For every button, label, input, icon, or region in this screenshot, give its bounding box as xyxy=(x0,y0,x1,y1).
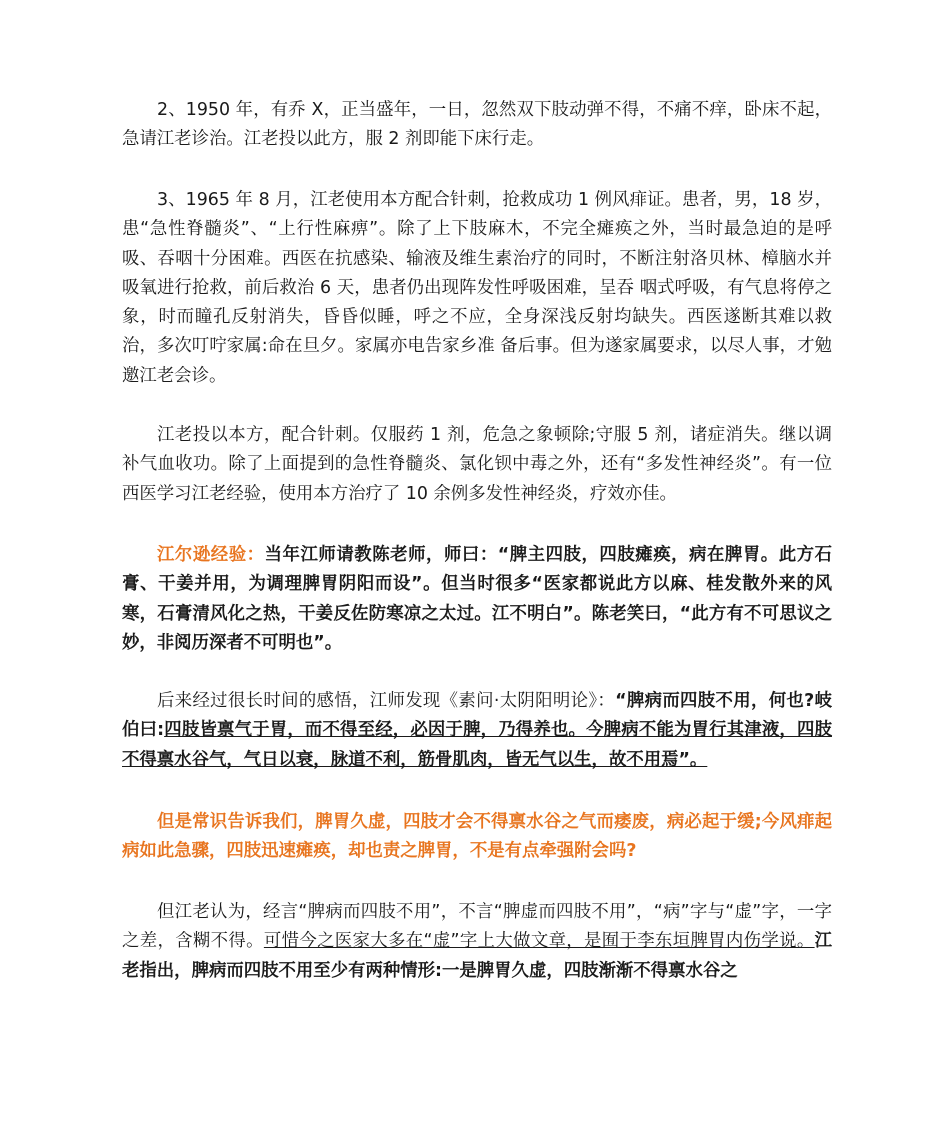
paragraph-text: 2、1950 年，有乔 X，正当盛年，一日，忽然双下肢动弹不得，不痛不痒，卧床不起，急请江老诊治。江老投以此方，服 2 剂即能下床行走。 xyxy=(122,100,832,150)
paragraph-treatment-result xyxy=(122,421,832,509)
paragraph-jiang-view xyxy=(122,898,832,986)
paragraph-case-2 xyxy=(122,96,832,155)
experience-label: 江尔逊经验： xyxy=(157,545,265,565)
quote-bold-underlined: 四肢皆禀气于胃，而不得至经，必因于脾，乃得养也。今脾病不能为胃行其津液，四肢不得禀水谷气，气日以衰，脉道不利，筋骨肌肉，皆无气以生，故不用焉”。 xyxy=(122,720,832,770)
paragraph-text: 当年江师请教陈老师，师曰：“脾主四肢，四肢瘫痪，病在脾胃。此方石膏、干姜并用，为调理脾胃阴阳而设”。但当时很多“医家都说此方以麻、桂发散外来的风寒，石膏清风化之热，干姜反佐防寒凉之太过。江不明白”。陈老笑曰，“此方有不可思议之妙，非阅历深者不可明也”。 xyxy=(122,545,832,653)
bold-text: 江老指出，脾病而四肢不用至少有两种情形:一是脾胃久虚，四肢渐渐不得禀水谷之 xyxy=(122,931,832,981)
paragraph-orange-question xyxy=(122,808,832,867)
paragraph-text: 江老投以本方，配合针刺。仅服药 1 剂，危急之象顿除;守服 5 剂，诸症消失。继以调补气血收功。除了上面提到的急性脊髓炎、氯化钡中毒之外，还有“多发性神经炎”。有一位西医学习江老经验，使用本方治疗了 10 余例多发性神经炎，疗效亦佳。 xyxy=(122,425,832,504)
paragraph-case-3 xyxy=(122,186,832,391)
paragraph-text: 后来经过很长时间的感悟，江师发现《素问·太阴阳明论》： xyxy=(157,691,616,711)
quote-bold: “脾病而四肢不用，何也?岐伯曰: xyxy=(122,691,832,741)
paragraph-jiang-erxun-experience xyxy=(122,541,832,658)
paragraph-text: 但江老认为，经言“脾病而四肢不用”，不言“脾虚而四肢不用”，“病”字与“虚”字，一字之差，含糊不得。 xyxy=(122,902,832,952)
underlined-text: 可惜今之医家大多在“虚”字上大做文章，是囿于李东垣脾胃内伤学说。 xyxy=(263,931,815,952)
paragraph-text: 但是常识告诉我们，脾胃久虚，四肢才会不得禀水谷之气而痿废，病必起于缓;今风痱起病如此急骤，四肢迅速瘫痪，却也责之脾胃，不是有点牵强附会吗? xyxy=(122,812,832,862)
paragraph-text: 3、1965 年 8 月，江老使用本方配合针刺，抢救成功 1 例风痱证。患者，男，18 岁，患“急性脊髓炎”、“上行性麻痹”。除了上下肢麻木，不完全瘫痪之外，当时最急迫的是呼吸、吞咽十分困难。西医在抗感染、输液及维生素治疗的同时，不断注射洛贝林、樟脑水并吸氧进行抢救，前后救治 6 天，患者仍出现阵发性呼吸困难，呈吞 咽式呼吸，有气息将停之象，时而瞳孔反射消失，昏昏似睡，呼之不应，全身深浅反射均缺失。西医遂断其难以救治，多次叮咛家属:命在旦夕。家属亦电告家乡准 备后事。但为遂家属要求，以尽人事，才勉邀江老会诊。 xyxy=(122,190,832,386)
paragraph-suwen-quote xyxy=(122,687,832,775)
